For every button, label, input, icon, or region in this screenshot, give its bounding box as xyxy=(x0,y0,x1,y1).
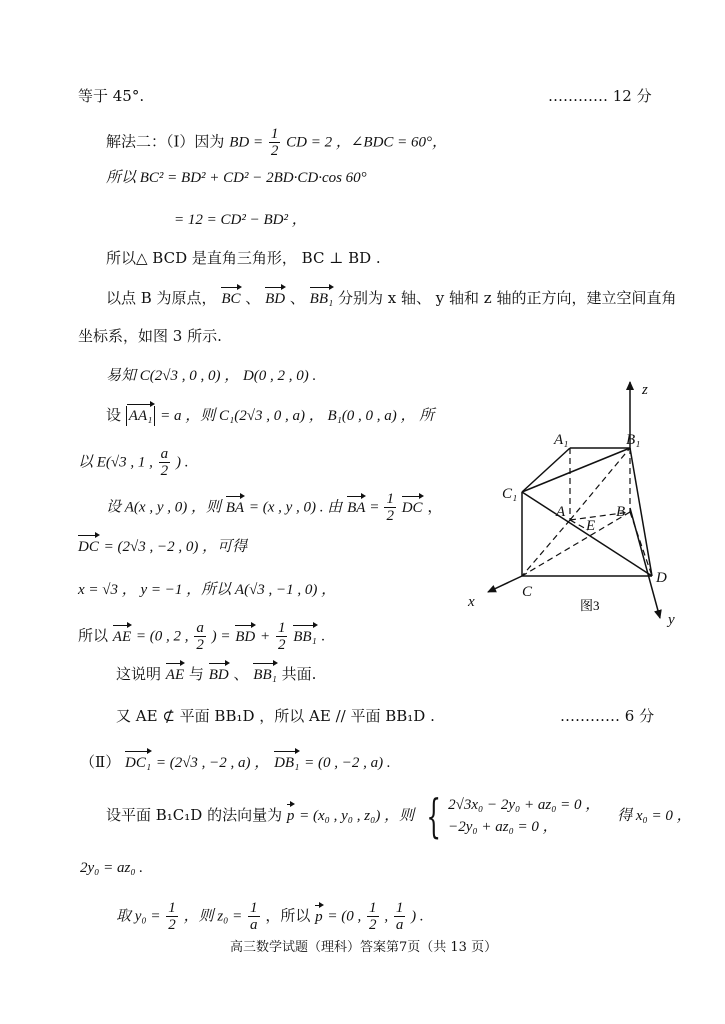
math: ) . xyxy=(411,908,424,925)
math: = a ，则 C₁(2√3 , 0 , a) ， B₁(0 , 0 , a) ， 所 xyxy=(160,408,435,424)
label-z: z xyxy=(642,382,648,398)
math: ) . xyxy=(175,454,189,471)
text: 以点 B 为原点， xyxy=(106,289,217,307)
math: + xyxy=(260,628,271,645)
label-b: B xyxy=(616,504,626,520)
sep: 、 xyxy=(245,289,261,307)
set-aa1-line xyxy=(106,405,434,426)
math: BD = xyxy=(229,134,264,151)
label-x: x xyxy=(468,594,475,610)
choose-y0-line xyxy=(116,900,424,933)
text-line: 坐标系，如图 3 所示. xyxy=(78,327,222,345)
frac-den: 2 xyxy=(277,637,286,653)
math: ，则 z₀ = xyxy=(183,908,243,925)
vector-p: p xyxy=(315,908,323,925)
right-triangle-line: 所以△ BCD 是直角三角形， BC ⊥ BD . xyxy=(106,249,381,267)
vector-ba: BA xyxy=(225,499,245,516)
vector-bd: BD xyxy=(208,667,229,683)
text: 解法二：（Ⅰ）因为 xyxy=(106,132,225,151)
figure-caption: 图3 xyxy=(580,598,600,613)
part-two-line xyxy=(80,752,391,773)
vector-bb1: BB₁ xyxy=(309,291,334,307)
vector-ae: AE xyxy=(112,628,132,645)
coplanar-line xyxy=(116,664,316,685)
frac-den: 2 xyxy=(168,917,176,933)
math: = (2√3 , −2 , a) ， xyxy=(155,755,270,771)
text: 、 xyxy=(233,665,249,683)
math: 得 x₀ = 0 ， xyxy=(617,808,692,824)
text: 这说明 xyxy=(116,665,162,683)
text: 与 xyxy=(188,665,204,683)
x-axis xyxy=(488,576,522,592)
vector-aa1-abs: AA₁ xyxy=(126,406,156,426)
vector-dc: DC xyxy=(78,539,99,555)
equation-line: = 12 = CD² − BD² ， xyxy=(174,212,307,228)
math: CD = 2 ，∠BDC = 60°， xyxy=(286,134,448,151)
label-d: D xyxy=(656,570,667,586)
text: ， xyxy=(427,497,443,516)
label-a: A xyxy=(556,504,566,520)
frac-num: 1 xyxy=(250,900,258,916)
figure-3-prism xyxy=(440,370,690,640)
label-c1: C₁ xyxy=(502,486,518,502)
frac-den: a xyxy=(395,917,404,933)
text: 共面. xyxy=(281,665,317,683)
fraction xyxy=(248,900,260,933)
math: 设 A(x , y , 0) ，则 xyxy=(106,499,221,516)
vector-bb1: BB₁ xyxy=(253,667,277,683)
frac-num: 1 xyxy=(386,491,394,507)
frac-den: 2 xyxy=(369,917,377,933)
system-eq-1: 2√3x₀ − 2y₀ + az₀ = 0 ， xyxy=(448,797,601,813)
score-6: ………… 6 分 xyxy=(560,707,655,725)
fraction xyxy=(394,900,406,933)
vector-ba: BA xyxy=(347,499,366,516)
frac-num: a xyxy=(196,620,204,636)
edge-b1d xyxy=(630,448,652,576)
label-y: y xyxy=(668,612,675,628)
frac-num: 1 xyxy=(369,900,377,916)
vector-bd: BD xyxy=(235,628,256,645)
vector-bd: BD xyxy=(265,291,286,307)
math: , xyxy=(384,908,389,925)
label-e: E xyxy=(586,518,596,534)
math: 取 y₀ = xyxy=(116,908,161,925)
edge-ac xyxy=(522,520,570,576)
frac-den: 2 xyxy=(196,637,204,653)
fraction xyxy=(269,126,281,159)
equation-system xyxy=(448,794,600,838)
vector-dc-line xyxy=(78,536,247,557)
vector-ae: AE xyxy=(165,667,185,683)
fraction xyxy=(159,446,171,479)
label-b1-top: B₁ xyxy=(626,432,641,448)
math: . xyxy=(321,628,326,645)
coordinate-setup-line xyxy=(106,288,676,309)
edge-c1a1 xyxy=(522,448,570,492)
frac-den: 2 xyxy=(160,463,169,479)
math: 以 E(√3 , 1 , xyxy=(78,454,153,471)
text: 设 xyxy=(106,406,122,424)
frac-num: 1 xyxy=(168,900,176,916)
math: = (2√3 , −2 , 0) ，可得 xyxy=(103,539,248,555)
text-line: 等于 45°. xyxy=(78,87,145,105)
edge-bd xyxy=(630,512,652,576)
vector-bb1: BB₁ xyxy=(293,628,317,645)
text: ，所以 xyxy=(265,906,311,925)
edge-c1b1 xyxy=(522,448,630,492)
sep: 、 xyxy=(289,289,305,307)
label-c: C xyxy=(522,584,533,600)
vector-dc1: DC₁ xyxy=(124,755,152,771)
fraction xyxy=(367,900,379,933)
vector-ae-line xyxy=(78,620,325,653)
vector-dc: DC xyxy=(401,499,423,516)
score-12: ………… 12 分 xyxy=(548,87,652,105)
vector-p: p xyxy=(286,808,295,824)
relation-line: 2y₀ = az₀ . xyxy=(80,860,144,876)
text: 设平面 B₁C₁D 的法向量为 xyxy=(106,806,283,824)
set-a-line: 设 A(x , y , 0) ，则 BA = (x , y , 0) . 由 BA = $\frac{1}{2}$ DC ， xyxy=(106,491,443,524)
fraction xyxy=(194,620,206,653)
label-a1: A₁ xyxy=(554,432,569,448)
frac-den: 2 xyxy=(386,508,394,524)
solve-xy-line: x = √3 ， y = −1 ，所以 A(√3 , −1 , 0) ， xyxy=(78,582,337,598)
frac-num: a xyxy=(160,446,169,462)
vector-bc: BC xyxy=(221,291,241,307)
frac-den: 2 xyxy=(270,143,279,159)
math: = (x , y , 0) . 由 xyxy=(248,499,343,516)
parallel-line: 又 AE ⊄ 平面 BB₁D ，所以 AE // 平面 BB₁D . xyxy=(116,707,435,725)
math: ) = xyxy=(211,628,231,645)
normal-vector-line xyxy=(106,789,692,843)
points-cd-line: 易知 C(2√3 , 0 , 0) ， D(0 , 2 , 0) . xyxy=(106,368,317,384)
math: = (0 , −2 , a) . xyxy=(304,755,391,771)
text: 分别为 x 轴、 y 轴和 z 轴的正方向，建立空间直角 xyxy=(338,289,677,307)
frac-num: 1 xyxy=(395,900,404,916)
vector-db1: DB₁ xyxy=(274,755,300,771)
fraction xyxy=(276,620,288,653)
point-e-line xyxy=(78,446,188,479)
fraction xyxy=(384,491,396,524)
frac-num: 1 xyxy=(277,620,286,636)
math: = (0 , xyxy=(327,908,362,925)
frac-num: 1 xyxy=(270,126,279,142)
fraction xyxy=(166,900,178,933)
cosine-law-line: 所以 BC² = BD² + CD² − 2BD·CD·cos 60° xyxy=(106,170,367,186)
left-brace: { xyxy=(426,789,441,843)
page-footer: 高三数学试题（理科）答案第7页（共 13 页） xyxy=(230,940,498,955)
text: （Ⅱ） xyxy=(80,753,121,771)
frac-den: a xyxy=(250,917,258,933)
math: = (x₀ , y₀ , z₀) ，则 xyxy=(299,808,415,824)
math: = (0 , 2 , xyxy=(135,628,189,645)
method-two-line xyxy=(106,126,447,159)
system-eq-2: −2y₀ + az₀ = 0 ， xyxy=(448,819,558,835)
edge-bc xyxy=(522,512,630,576)
text: 所以 xyxy=(78,626,109,645)
edge-c1d xyxy=(522,492,652,576)
